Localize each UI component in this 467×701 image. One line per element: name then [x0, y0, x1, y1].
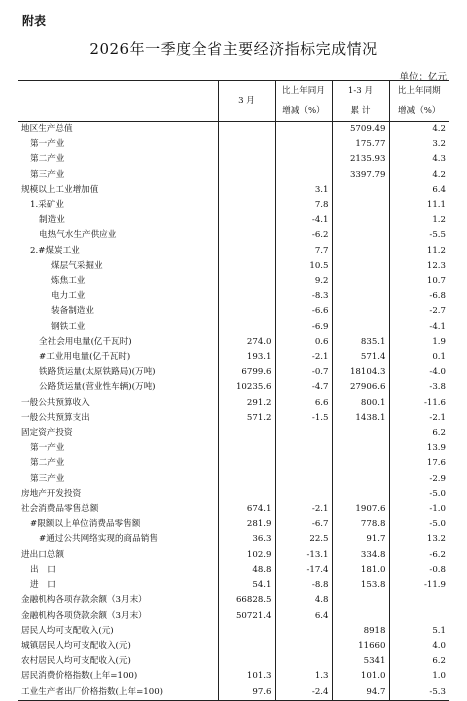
table-row [18, 198, 449, 213]
row-indicator-name: 第二产业 [30, 154, 65, 165]
row-yoy-month-value [275, 654, 332, 669]
row-indicator-name: 装备制造业 [51, 306, 94, 317]
row-month-value [218, 426, 275, 441]
table-row [18, 152, 449, 167]
row-yoy-period-value: 0.1 [389, 350, 449, 365]
row-indicator-name: 一般公共预算收入 [21, 397, 90, 408]
table-row [18, 213, 449, 228]
row-indicator-name: 工业生产者出厂价格指数(上年=100) [18, 685, 218, 701]
unit-label: 单位：亿元 [399, 72, 447, 83]
row-yoy-period-value: 17.6 [389, 456, 449, 471]
row-indicator-name: 金融机构各项贷款余额（3月末） [21, 610, 147, 621]
header-yoy-period-line1: 比上年同期 [389, 81, 449, 102]
row-yoy-month-value [275, 472, 332, 487]
row-yoy-period-value: 1.9 [389, 335, 449, 350]
row-yoy-period-value: -4.1 [389, 320, 449, 335]
row-yoy-period-value: -5.5 [389, 228, 449, 243]
row-yoy-period-value: 11.1 [389, 198, 449, 213]
row-yoy-month-value: 7.8 [275, 198, 332, 213]
row-yoy-month-value: 10.5 [275, 259, 332, 274]
page-title: 2026年一季度全省主要经济指标完成情况 [89, 40, 378, 58]
row-month-value [218, 183, 275, 198]
row-indicator-name: 社会消费品零售总额 [21, 504, 99, 515]
row-yoy-month-value: -4.1 [275, 213, 332, 228]
row-yoy-period-value: 10.7 [389, 274, 449, 289]
row-month-value: 97.6 [218, 685, 275, 701]
table-row [18, 289, 449, 304]
header-yoy-month-line1: 比上年同月 [275, 81, 332, 102]
table-row [18, 669, 449, 684]
row-cumulative-value [332, 183, 389, 198]
header-month: 3 月 [218, 81, 275, 122]
row-yoy-period-value: -6.8 [389, 289, 449, 304]
row-month-value: 6799.6 [218, 365, 275, 380]
row-yoy-month-value: 7.7 [275, 244, 332, 259]
row-yoy-month-value: -2.1 [275, 502, 332, 517]
table-row [18, 411, 449, 426]
table-row [18, 624, 449, 639]
row-cumulative-value: 835.1 [332, 335, 389, 350]
row-month-value: 101.3 [218, 669, 275, 684]
table-row [18, 685, 449, 701]
table-row [18, 609, 449, 624]
row-yoy-period-value: 4.2 [389, 168, 449, 183]
table-row [18, 532, 449, 547]
row-yoy-month-value [275, 456, 332, 471]
row-cumulative-value: 5341 [332, 654, 389, 669]
row-month-value [218, 487, 275, 502]
row-indicator-name: 房地产开发投资 [21, 488, 82, 499]
row-month-value: 571.2 [218, 411, 275, 426]
row-cumulative-value: 101.0 [332, 669, 389, 684]
table-row [18, 228, 449, 243]
row-indicator-name: 1.采矿业 [30, 200, 64, 211]
row-indicator-name: #通过公共网络实现的商品销售 [39, 534, 158, 545]
row-yoy-month-value: -4.7 [275, 380, 332, 395]
row-month-value [218, 228, 275, 243]
row-cumulative-value [332, 274, 389, 289]
row-yoy-period-value: 13.2 [389, 532, 449, 547]
table-row [18, 441, 449, 456]
row-cumulative-value [332, 441, 389, 456]
row-cumulative-value: 18104.3 [332, 365, 389, 380]
table-row [18, 183, 449, 198]
header-cum-line2: 累 计 [332, 101, 389, 122]
table-row [18, 456, 449, 471]
row-yoy-period-value: 13.9 [389, 441, 449, 456]
row-cumulative-value [332, 487, 389, 502]
header-indicator [18, 81, 218, 102]
row-month-value: 291.2 [218, 396, 275, 411]
row-indicator-name: 第一产业 [30, 139, 65, 150]
row-yoy-period-value: -11.6 [389, 396, 449, 411]
row-yoy-period-value: -2.1 [389, 411, 449, 426]
row-yoy-period-value: 6.2 [389, 654, 449, 669]
table-row [18, 380, 449, 395]
table-row [18, 578, 449, 593]
row-yoy-month-value [275, 426, 332, 441]
row-yoy-month-value: 1.3 [275, 669, 332, 684]
row-indicator-name: 进 口 [30, 580, 56, 591]
row-yoy-period-value: -3.8 [389, 380, 449, 395]
header-indicator-blank [18, 101, 218, 122]
row-indicator-name: 固定资产投资 [21, 428, 73, 439]
row-yoy-month-value: -2.1 [275, 350, 332, 365]
row-yoy-period-value: -4.0 [389, 365, 449, 380]
table-row [18, 502, 449, 517]
row-cumulative-value [332, 593, 389, 608]
row-indicator-name: 电力工业 [51, 291, 86, 302]
table-row [18, 426, 449, 441]
row-cumulative-value: 1438.1 [332, 411, 389, 426]
row-cumulative-value [332, 456, 389, 471]
row-yoy-period-value: 4.0 [389, 639, 449, 654]
row-month-value [218, 213, 275, 228]
row-yoy-month-value: -6.2 [275, 228, 332, 243]
row-indicator-name: 金融机构各项存款余额（3月末） [21, 595, 147, 606]
row-yoy-month-value: -6.6 [275, 304, 332, 319]
row-yoy-period-value: -2.9 [389, 472, 449, 487]
row-indicator-name: 规模以上工业增加值 [21, 184, 99, 195]
row-indicator-name: 炼焦工业 [51, 276, 86, 287]
table-row [18, 563, 449, 578]
table-row [18, 335, 449, 350]
indicator-table [18, 80, 449, 701]
row-yoy-period-value: 6.4 [389, 183, 449, 198]
row-indicator-name: 出 口 [30, 564, 56, 575]
row-month-value [218, 624, 275, 639]
row-yoy-period-value: -2.7 [389, 304, 449, 319]
table-row [18, 259, 449, 274]
row-month-value: 54.1 [218, 578, 275, 593]
row-indicator-name: #工业用电量(亿千瓦时) [39, 352, 131, 363]
row-yoy-period-value: 1.2 [389, 213, 449, 228]
row-yoy-period-value: -5.3 [389, 685, 449, 701]
table-row [18, 396, 449, 411]
row-indicator-name: 第二产业 [30, 458, 65, 469]
row-cumulative-value [332, 259, 389, 274]
table-row [18, 244, 449, 259]
table-row [18, 472, 449, 487]
row-indicator-name: #限额以上单位消费品零售额 [30, 519, 141, 530]
row-yoy-month-value [275, 487, 332, 502]
row-yoy-month-value: -6.7 [275, 517, 332, 532]
row-cumulative-value [332, 426, 389, 441]
row-month-value: 193.1 [218, 350, 275, 365]
row-yoy-month-value: -17.4 [275, 563, 332, 578]
row-yoy-month-value: -13.1 [275, 548, 332, 563]
row-cumulative-value: 11660 [332, 639, 389, 654]
row-cumulative-value: 175.77 [332, 137, 389, 152]
row-month-value [218, 259, 275, 274]
table-row [18, 137, 449, 152]
row-month-value: 10235.6 [218, 380, 275, 395]
row-indicator-name: 2.#煤炭工业 [30, 245, 80, 256]
table-row [18, 168, 449, 183]
table-row [18, 274, 449, 289]
row-yoy-month-value [275, 624, 332, 639]
row-month-value: 48.8 [218, 563, 275, 578]
header-cum-line1: 1-3 月 [332, 81, 389, 102]
row-cumulative-value [332, 244, 389, 259]
row-indicator-name: 一般公共预算支出 [21, 412, 90, 423]
row-yoy-month-value: -0.7 [275, 365, 332, 380]
row-yoy-month-value [275, 137, 332, 152]
row-yoy-period-value: 11.2 [389, 244, 449, 259]
appendix-tag: 附表 [22, 14, 47, 28]
row-yoy-period-value: 6.2 [389, 426, 449, 441]
row-month-value [218, 244, 275, 259]
row-yoy-period-value [389, 593, 449, 608]
row-indicator-name: 第一产业 [30, 443, 65, 454]
row-yoy-period-value: 4.2 [389, 122, 449, 138]
row-cumulative-value: 800.1 [332, 396, 389, 411]
row-cumulative-value [332, 198, 389, 213]
row-indicator-name: 城镇居民人均可支配收入(元) [21, 640, 131, 651]
row-yoy-month-value: -2.4 [275, 685, 332, 701]
row-indicator-name: 农村居民人均可支配收入(元) [21, 656, 131, 667]
row-indicator-name: 钢铁工业 [51, 321, 86, 332]
row-yoy-period-value: -0.8 [389, 563, 449, 578]
row-month-value: 281.9 [218, 517, 275, 532]
row-month-value [218, 472, 275, 487]
row-cumulative-value: 571.4 [332, 350, 389, 365]
table-row [18, 517, 449, 532]
row-cumulative-value: 778.8 [332, 517, 389, 532]
row-cumulative-value [332, 213, 389, 228]
row-cumulative-value: 91.7 [332, 532, 389, 547]
header-yoy-period-line2: 增减（%） [389, 101, 449, 122]
row-yoy-month-value: 0.6 [275, 335, 332, 350]
row-yoy-month-value: -8.3 [275, 289, 332, 304]
row-yoy-period-value: 5.1 [389, 624, 449, 639]
row-cumulative-value [332, 609, 389, 624]
row-yoy-month-value: -1.5 [275, 411, 332, 426]
table-row [18, 320, 449, 335]
row-month-value [218, 137, 275, 152]
row-cumulative-value: 2135.93 [332, 152, 389, 167]
row-yoy-month-value [275, 168, 332, 183]
table-row [18, 639, 449, 654]
row-month-value [218, 274, 275, 289]
row-month-value [218, 320, 275, 335]
row-yoy-month-value [275, 441, 332, 456]
row-yoy-period-value: 12.3 [389, 259, 449, 274]
table-row [18, 365, 449, 380]
row-cumulative-value: 1907.6 [332, 502, 389, 517]
row-yoy-month-value: -6.9 [275, 320, 332, 335]
row-cumulative-value: 3397.79 [332, 168, 389, 183]
row-indicator-name: 进出口总额 [21, 549, 64, 560]
row-yoy-period-value: -6.2 [389, 548, 449, 563]
row-yoy-month-value [275, 152, 332, 167]
row-cumulative-value [332, 289, 389, 304]
row-month-value [218, 198, 275, 213]
header-yoy-month-line2: 增减（%） [275, 101, 332, 122]
row-cumulative-value: 153.8 [332, 578, 389, 593]
row-yoy-period-value: -11.9 [389, 578, 449, 593]
row-indicator-name: 居民消费价格指数(上年=100) [21, 671, 138, 682]
row-yoy-month-value [275, 122, 332, 138]
table-row [18, 304, 449, 319]
row-yoy-month-value: 6.4 [275, 609, 332, 624]
row-indicator-name: 地区生产总值 [21, 124, 73, 134]
row-indicator-name: 居民人均可支配收入(元) [21, 625, 114, 636]
row-month-value [218, 152, 275, 167]
row-cumulative-value [332, 304, 389, 319]
row-indicator-name: 第三产业 [30, 169, 65, 180]
row-cumulative-value [332, 228, 389, 243]
row-yoy-period-value: -1.0 [389, 502, 449, 517]
row-yoy-month-value: -8.8 [275, 578, 332, 593]
row-yoy-month-value: 4.8 [275, 593, 332, 608]
row-month-value: 36.3 [218, 532, 275, 547]
row-yoy-period-value: 1.0 [389, 669, 449, 684]
table-row [18, 487, 449, 502]
row-yoy-month-value: 6.6 [275, 396, 332, 411]
row-month-value: 274.0 [218, 335, 275, 350]
row-indicator-name: 公路货运量(营业性车辆)(万吨) [39, 382, 156, 393]
row-indicator-name: 煤层气采掘业 [51, 260, 103, 271]
row-cumulative-value: 181.0 [332, 563, 389, 578]
row-indicator-name: 铁路货运量(太原铁路局)(万吨) [39, 367, 156, 378]
row-month-value [218, 639, 275, 654]
row-month-value [218, 441, 275, 456]
row-yoy-period-value: 3.2 [389, 137, 449, 152]
row-month-value [218, 654, 275, 669]
table-row [18, 654, 449, 669]
row-yoy-period-value: 4.3 [389, 152, 449, 167]
row-yoy-period-value: -5.0 [389, 487, 449, 502]
row-month-value [218, 122, 275, 138]
row-yoy-period-value: -5.0 [389, 517, 449, 532]
row-month-value [218, 304, 275, 319]
row-month-value [218, 456, 275, 471]
row-cumulative-value: 94.7 [332, 685, 389, 701]
row-month-value: 674.1 [218, 502, 275, 517]
row-cumulative-value [332, 472, 389, 487]
row-indicator-name: 制造业 [39, 215, 65, 226]
row-indicator-name: 电热气水生产供应业 [39, 230, 117, 241]
row-cumulative-value: 5709.49 [332, 122, 389, 138]
row-month-value: 66828.5 [218, 593, 275, 608]
table-row [18, 548, 449, 563]
table-row [18, 350, 449, 365]
row-month-value: 102.9 [218, 548, 275, 563]
row-cumulative-value: 334.8 [332, 548, 389, 563]
row-yoy-month-value [275, 639, 332, 654]
row-cumulative-value: 27906.6 [332, 380, 389, 395]
table-row [18, 122, 449, 138]
row-month-value [218, 289, 275, 304]
row-indicator-name: 第三产业 [30, 473, 65, 484]
row-cumulative-value [332, 320, 389, 335]
row-yoy-month-value: 22.5 [275, 532, 332, 547]
row-yoy-month-value: 3.1 [275, 183, 332, 198]
row-month-value: 50721.4 [218, 609, 275, 624]
row-indicator-name: 全社会用电量(亿千瓦时) [39, 336, 132, 347]
table-row [18, 593, 449, 608]
row-yoy-period-value [389, 609, 449, 624]
row-yoy-month-value: 9.2 [275, 274, 332, 289]
row-month-value [218, 168, 275, 183]
row-cumulative-value: 8918 [332, 624, 389, 639]
